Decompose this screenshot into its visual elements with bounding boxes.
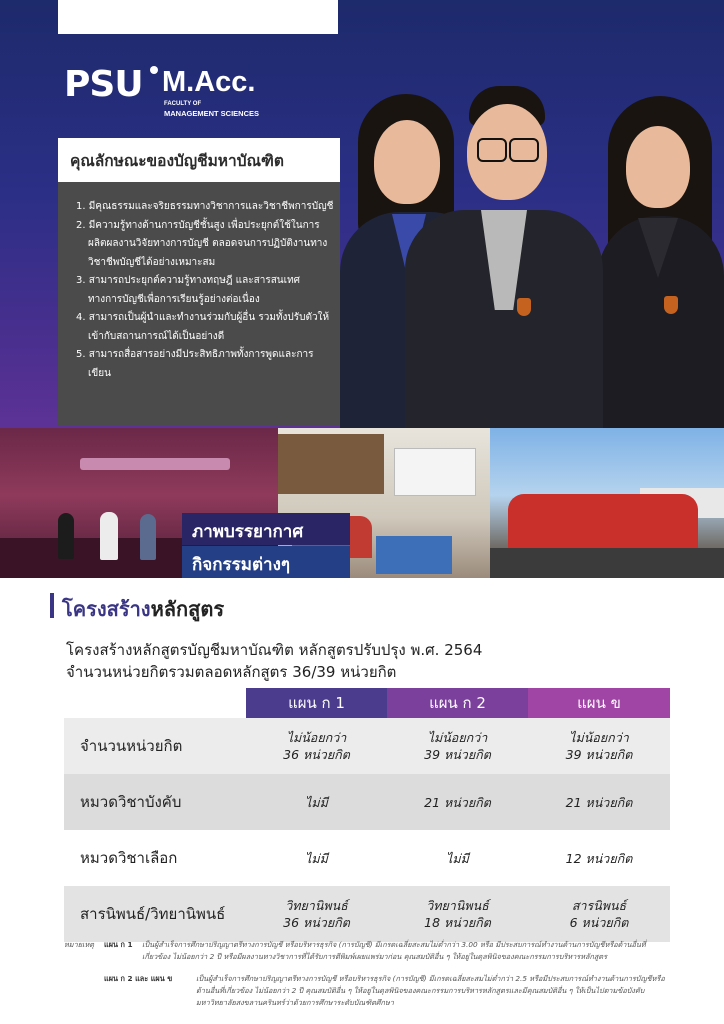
activities-label-line1: ภาพบรรยากาศ	[182, 513, 350, 545]
curriculum-table	[64, 688, 670, 942]
person-center	[405, 86, 603, 428]
table-cell: ไม่มี	[246, 830, 387, 886]
row-label: หมวดวิชาเลือก	[64, 830, 246, 886]
table-cell: ไม่น้อยกว่า 39 หน่วยกิต	[387, 718, 528, 774]
person-right	[598, 96, 724, 428]
footnote-plan-a1	[64, 939, 674, 973]
hero-section	[0, 0, 724, 428]
table-cell: ไม่น้อยกว่า 36 หน่วยกิต	[246, 718, 387, 774]
row-label: สารนิพนธ์/วิทยานิพนธ์	[64, 886, 246, 942]
pier-deck	[490, 548, 724, 578]
table-cell: ไม่มี	[387, 830, 528, 886]
qualifications-list	[76, 198, 334, 383]
logo-program: M.Acc.	[162, 66, 256, 98]
glasses-left-lens	[477, 138, 507, 162]
logo-dot	[150, 66, 158, 74]
qualification-item: 3. สามารถประยุกต์ความรู้ทางทฤษฎี และสารสนเทศทางการบัญชีเพื่อการเรียนรู้อย่างต่อเนื่อง	[76, 275, 301, 305]
curriculum-credits: จำนวนหน่วยกิตรวมตลอดหลักสูตร 36/39 หน่วยกิต	[66, 663, 397, 681]
footnote-text: เป็นผู้สำเร็จการศึกษาปริญญาตรีทางการบัญชี หรือบริหารธุรกิจ (การบัญชี) มีเกรดเฉลี่ยสะสมไม่ต่ำกว่า 3.00 หรือ มีประสบการณ์ทำงานด้านการบัญชีหรือด้านอื่นที่เกี่ยวข้อง ไม่น้อยกว่า 2 ปี หรือมีผลงานทางวิชาการที่ได้รับการตีพิมพ์เผยแพร่มาก่อน คุณสมบัติอื่น ๆ ให้อยู่ในดุลพินิจของคณะกรรมการบริหารหลักสูตร	[142, 940, 646, 961]
psu-macc-logo	[64, 64, 304, 124]
table-row	[64, 774, 670, 830]
footnote-plan-label: แผน ก 2 และ แผน ข	[104, 974, 173, 983]
logo-psu: PSU	[64, 64, 143, 105]
table-row	[64, 718, 670, 774]
qualifications-title: คุณลักษณะของบัญชีมหาบัณฑิต	[70, 152, 284, 170]
section-accent-bar	[50, 593, 54, 618]
table-cell: วิทยานิพนธ์ 18 หน่วยกิต	[387, 886, 528, 942]
qualification-item: 2. มีความรู้ทางด้านการบัญชีชั้นสูง เพื่อประยุกต์ใช้ในการผลิตผลงานวิจัยทางการบัญชี ตลอดจนการปฏิบัติงานทางวิชาชีพบัญชีได้อย่างเหมาะสม	[76, 219, 328, 268]
table-row	[64, 886, 670, 942]
stage-banner	[80, 458, 230, 470]
table-cell: 21 หน่วยกิต	[528, 774, 670, 830]
university-emblem-icon	[664, 296, 678, 314]
footnote-key: หมายเหตุ	[64, 940, 95, 949]
qualifications-title-box	[58, 138, 340, 182]
table-cell: ไม่มี	[246, 774, 387, 830]
logo-faculty-line2: MANAGEMENT SCIENCES	[164, 109, 260, 118]
activity-photo-strip	[0, 428, 724, 578]
header-plan-a2: แผน ก 2	[387, 688, 528, 718]
row-label: จำนวนหน่วยกิต	[64, 718, 246, 774]
qualification-item: 5. สามารถสื่อสารอย่างมีประสิทธิภาพทั้งการพูดและการเขียน	[76, 349, 314, 379]
table-cell: ไม่น้อยกว่า 39 หน่วยกิต	[528, 718, 670, 774]
activity-photo-pier	[490, 428, 724, 578]
header-plan-a1: แผน ก 1	[246, 688, 387, 718]
footnotes	[64, 939, 674, 1019]
logo-faculty-line1: FACULTY OF	[164, 101, 202, 107]
table-row	[64, 830, 670, 886]
glasses-right-lens	[509, 138, 539, 162]
footnote-plan-a2-b	[64, 973, 674, 1019]
table-cell: สารนิพนธ์ 6 หน่วยกิต	[528, 886, 670, 942]
group-people	[508, 494, 698, 554]
qualification-item: 1. มีคุณธรรมและจริยธรรมทางวิชาการและวิชาชีพการบัญชี	[76, 201, 334, 212]
table-header-blank	[64, 688, 246, 718]
footnote-plan-label: แผน ก 1	[104, 940, 133, 949]
university-emblem-icon	[517, 298, 531, 316]
header-bar	[58, 0, 338, 34]
table-cell: วิทยานิพนธ์ 36 หน่วยกิต	[246, 886, 387, 942]
table-cell: 12 หน่วยกิต	[528, 830, 670, 886]
footnote-text: เป็นผู้สำเร็จการศึกษาปริญญาตรีทางการบัญชี หรือบริหารธุรกิจ (การบัญชี) มีเกรดเฉลี่ยสะสมไม่ต่ำกว่า 2.5 หรือมีประสบการณ์ทำงานด้านการบัญชีหรือด้านอื่นที่เกี่ยวข้อง ไม่น้อยกว่า 2 ปี คุณสมบัติอื่น ๆ ให้อยู่ในดุลพินิจของคณะกรรมการบริหารหลักสูตรและมีคุณสมบัติอื่น ๆ ให้เป็นไปตามข้อบังคับมหาวิทยาลัยสงขลานครินทร์ว่าด้วยการศึกษาระดับบัณฑิตศึกษา	[196, 974, 665, 1007]
stage-person	[100, 512, 118, 560]
row-label: หมวดวิชาบังคับ	[64, 774, 246, 830]
curriculum-title: โครงสร้างหลักสูตร	[62, 597, 225, 621]
building-sign	[278, 434, 384, 494]
stage-person	[58, 513, 74, 559]
stage-person	[140, 514, 156, 560]
header-plan-b: แผน ข	[528, 688, 670, 718]
qualification-item: 4. สามารถเป็นผู้นำและทำงานร่วมกับผู้อื่น รวมทั้งปรับตัวให้เข้ากับสถานการณ์ได้เป็นอย่างดี	[76, 312, 330, 342]
poster-board	[376, 536, 452, 574]
curriculum-subtitle: โครงสร้างหลักสูตรบัญชีมหาบัณฑิต หลักสูตรปรับปรุง พ.ศ. 2564	[66, 641, 483, 659]
table-header-row	[64, 688, 670, 718]
building-window	[394, 448, 476, 496]
table-cell: 21 หน่วยกิต	[387, 774, 528, 830]
activities-label-line2: กิจกรรมต่างๆ	[182, 546, 350, 578]
